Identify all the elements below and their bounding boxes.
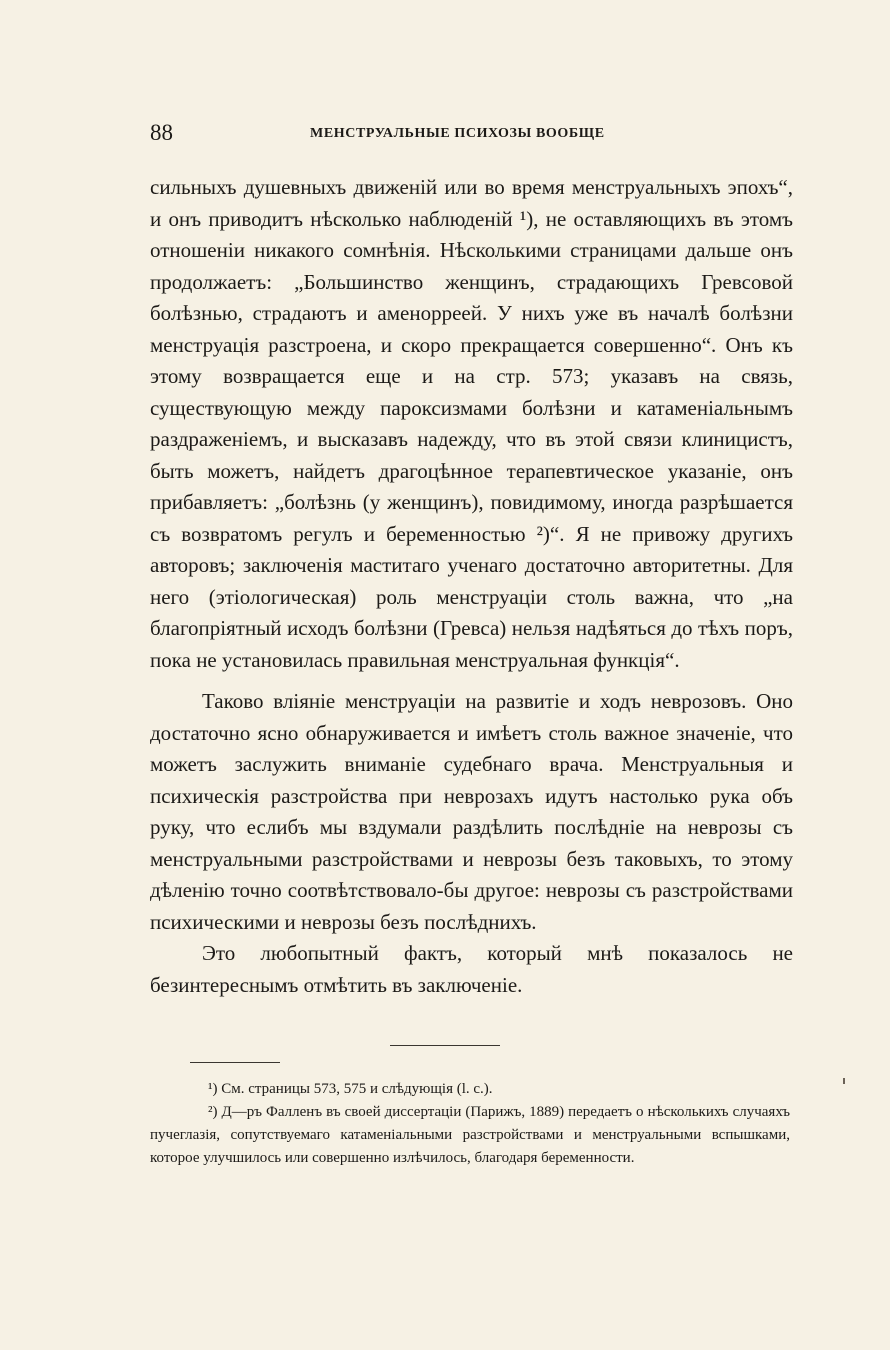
page-header xyxy=(150,120,790,148)
footnote-2-mark: ²) xyxy=(208,1104,218,1120)
footnote-1-text: См. страницы 573, 575 и слѣдующія (l. c.). xyxy=(221,1081,493,1097)
paragraph-2: Таково вліяніе менструаціи на развитіе и ходъ неврозовъ. Оно достаточно ясно обнаруживается и имѣетъ столь важное значеніе, что можетъ заслужить вниманіе судебнаго врача. Менструальныя и психическія разстройства при неврозахъ идутъ настолько рука объ руку, что еслибъ мы вздумали раздѣлить послѣдніе на неврозы съ менструальными разстройствами и неврозы безъ таковыхъ, то этому дѣленію точно соотвѣтствовало-бы другое: неврозы съ разстройствами психическими и неврозы безъ послѣднихъ. xyxy=(150,689,793,934)
footnote-2-text: Д—ръ Фалленъ въ своей диссертаціи (Парижъ, 1889) передаетъ о нѣсколькихъ случаяхъ пучеглазія, сопутствуемаго катаменіальными разстройствами и менструальными вспышками, которое улучшилось или совершенно излѣчилось, благодаря беременности. xyxy=(150,1104,791,1166)
footnote-1-mark: ¹) xyxy=(208,1081,218,1097)
paper-speck xyxy=(843,1078,845,1084)
footnote-2 xyxy=(150,1101,790,1170)
page-number: 88 xyxy=(150,120,173,145)
section-divider xyxy=(390,1045,500,1046)
running-head: МЕНСТРУАЛЬНЫЕ ПСИХОЗЫ ВООБЩЕ xyxy=(310,126,605,141)
paragraph-1: сильныхъ душевныхъ движеній или во время менструальныхъ эпохъ“, и онъ приводитъ нѣсколько наблюденій ¹), не оставляющихъ въ этомъ отношеніи никакого сомнѣнія. Нѣсколькими страницами дальше онъ продолжаетъ: „Большинство женщинъ, страдающихъ Гревсовой болѣзнью, страдаютъ и аменорреей. У нихъ уже въ началѣ болѣзни менструація разстроена, и скоро прекращается совершенно“. Онъ къ этому возвращается еще и на стр. 573; указавъ на связь, существующую между пароксизмами болѣзни и катаменіальнымъ раздраженіемъ, и высказавъ надежду, что въ этой связи клиницистъ, быть можетъ, найдетъ драгоцѣнное терапевтическое указаніе, онъ прибавляетъ: „болѣзнь (у женщинъ), повидимому, иногда разрѣшается съ возвратомъ регулъ и беременностью ²)“. Я не привожу другихъ авторовъ; заключенія маститаго ученаго достаточно авторитетны. Для него (этіологическая) роль менструаціи столь важна, что „на благопріятный исходъ болѣзни (Гревса) нельзя надѣяться до тѣхъ поръ, пока не установилась правильная менструальная функція“. xyxy=(150,175,793,672)
footnotes xyxy=(150,1078,790,1170)
footnote-rule xyxy=(190,1062,280,1063)
paragraph-3: Это любопытный фактъ, который мнѣ показалось не безинтереснымъ отмѣтить въ заключеніе. xyxy=(150,941,793,997)
body-text xyxy=(150,172,793,1001)
footnote-1 xyxy=(150,1078,790,1101)
